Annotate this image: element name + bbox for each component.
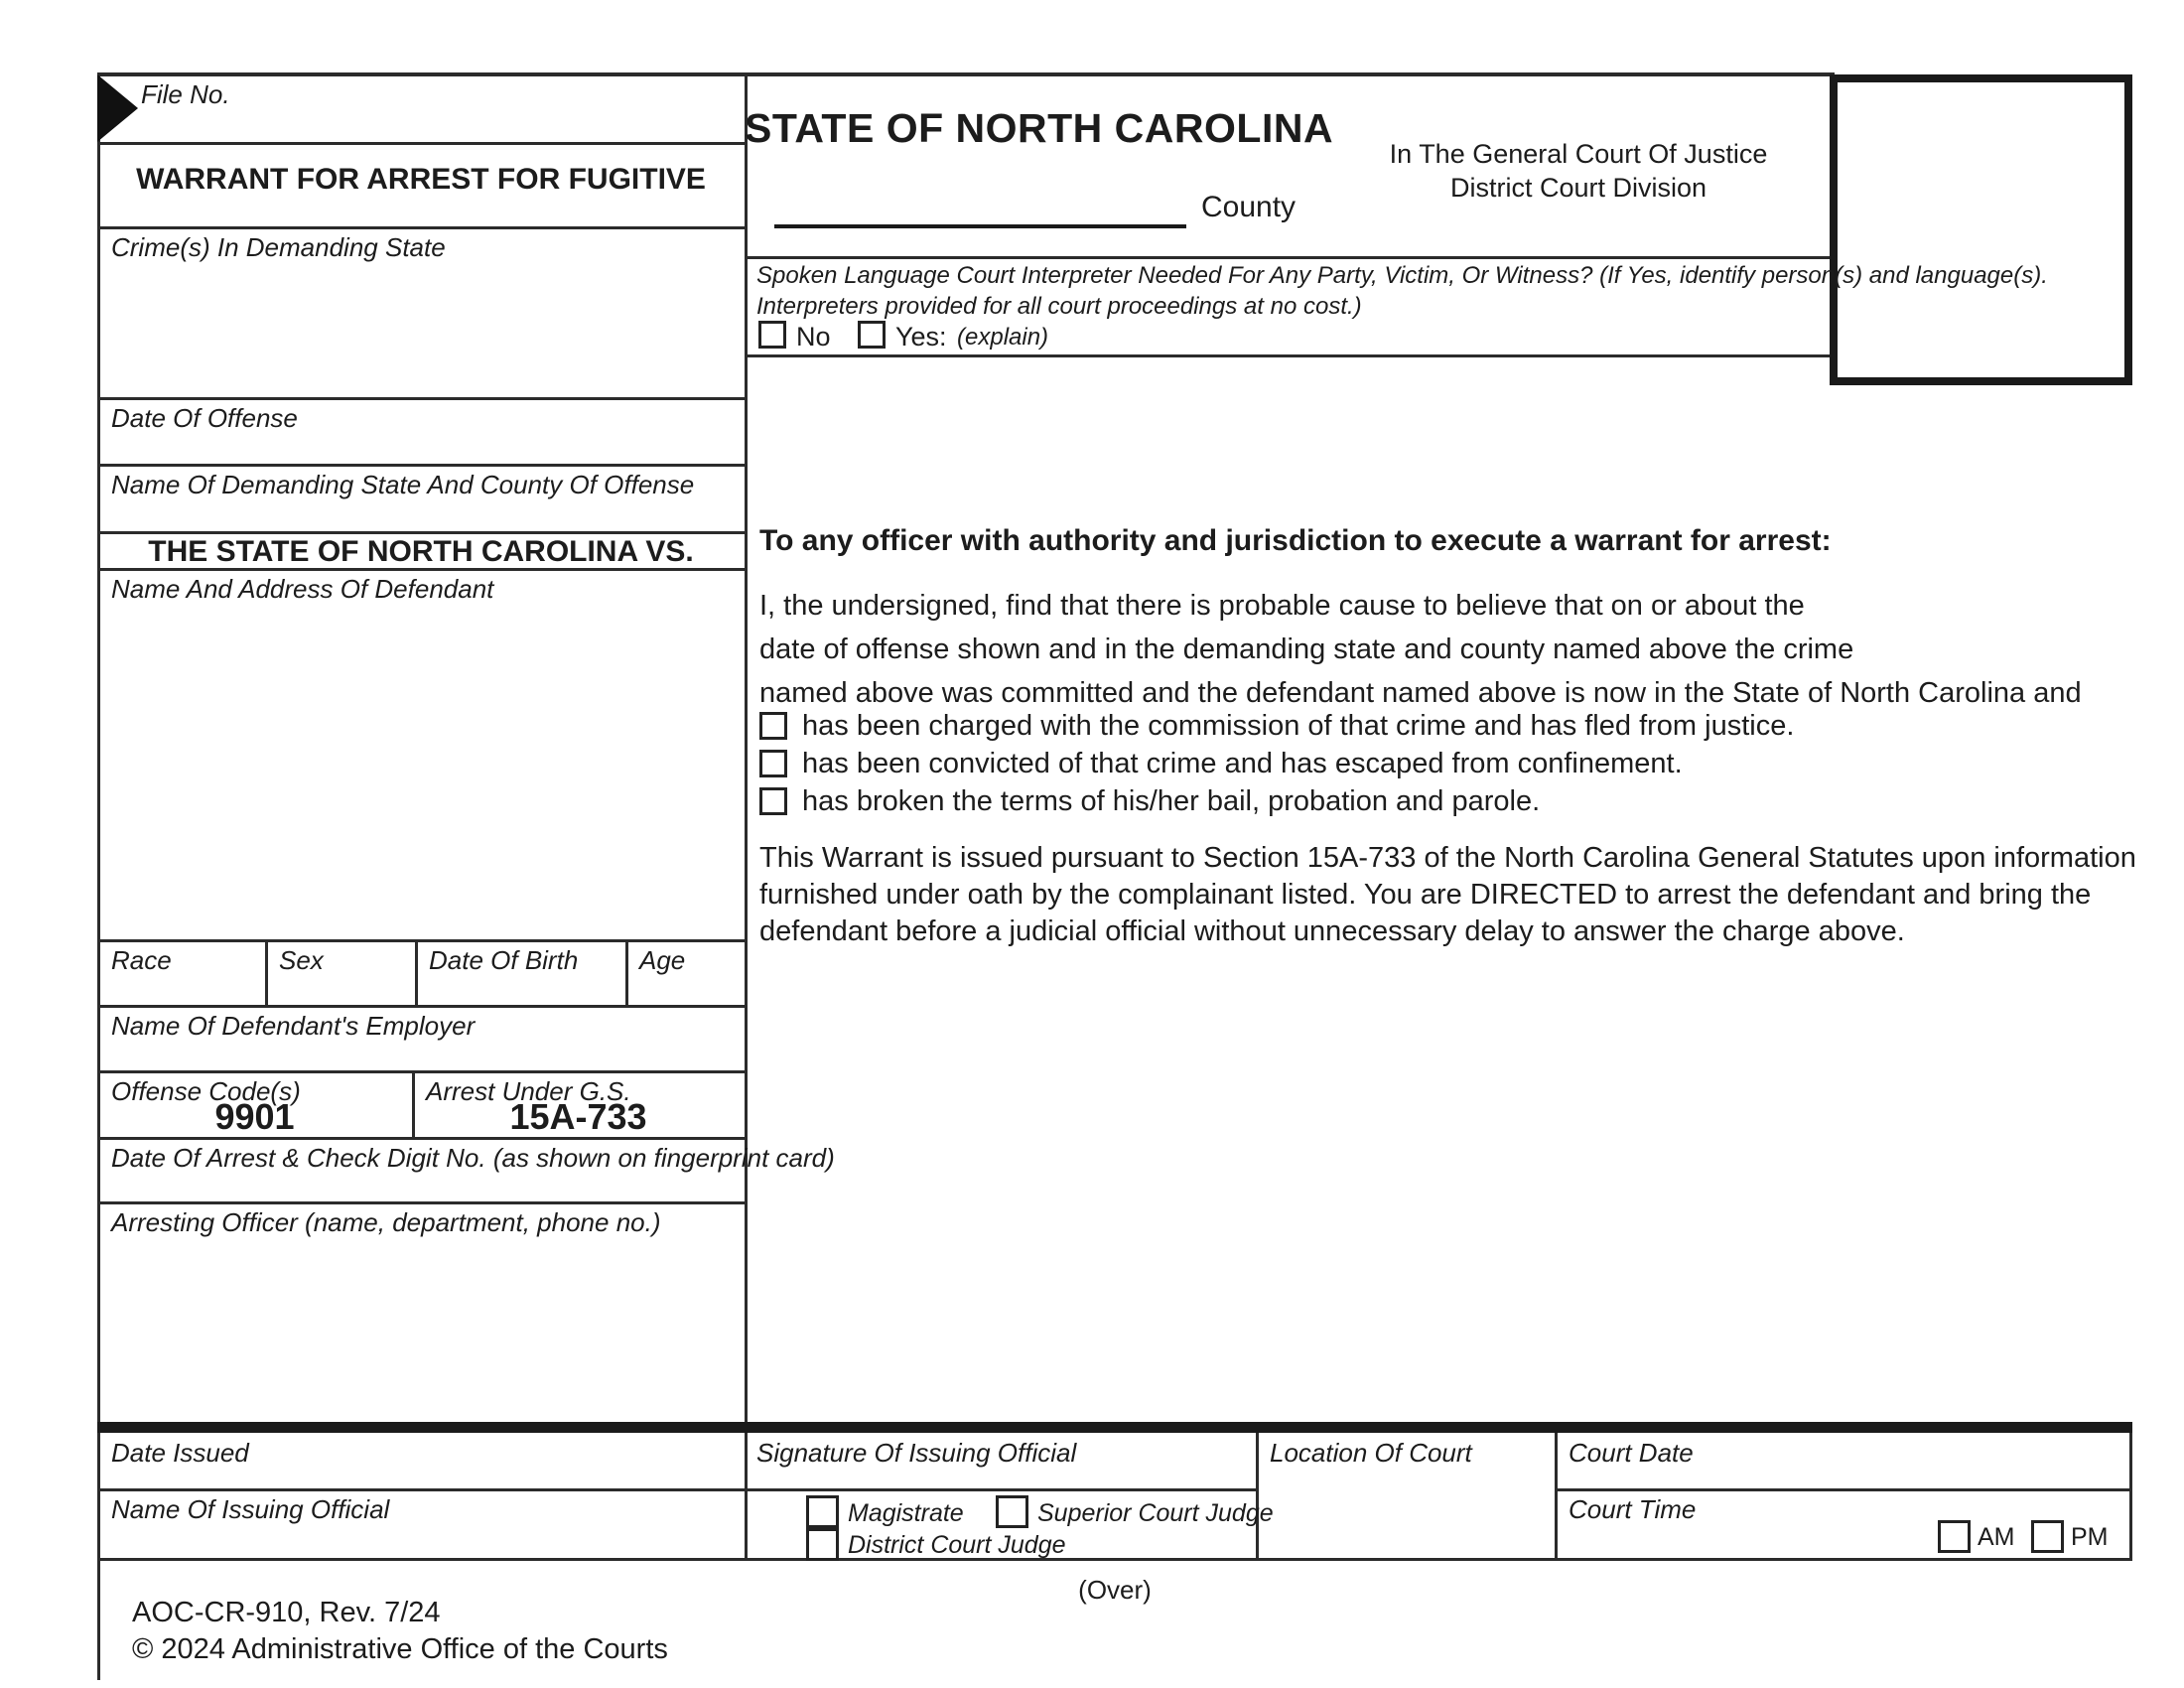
- interpreter-explain-input-area[interactable]: [1023, 318, 1817, 352]
- district-court-judge-label: District Court Judge: [848, 1531, 1066, 1559]
- para1-line1: I, the undersigned, find that there is probable cause to believe that on or about the: [759, 590, 1805, 622]
- sex-input-area[interactable]: [267, 977, 413, 1003]
- date-of-arrest-label: Date Of Arrest & Check Digit No. (as shown on fingerprint card): [111, 1143, 835, 1173]
- rule-under-arrest-date: [97, 1201, 745, 1204]
- magistrate-label: Magistrate: [848, 1499, 964, 1527]
- rule-under-crimes: [97, 397, 745, 400]
- location-courtdate-divider: [1555, 1433, 1558, 1558]
- district-court-judge-checkbox[interactable]: [806, 1528, 839, 1561]
- warrant-directive-paragraph: [759, 840, 2136, 950]
- pm-label: PM: [2071, 1523, 2109, 1551]
- signature-input-area[interactable]: [750, 1466, 1251, 1487]
- location-of-court-input-area[interactable]: [1259, 1468, 1552, 1555]
- interpreter-no-label: No: [796, 322, 831, 352]
- crimes-label: Crime(s) In Demanding State: [111, 232, 446, 262]
- convicted-escaped-label: has been convicted of that crime and has escaped from confinement.: [802, 748, 1683, 779]
- rule-above-interpreter: [745, 256, 1830, 259]
- demanding-state-label: Name Of Demanding State And County Of Offense: [111, 470, 695, 499]
- arrest-gs-label: Arrest Under G.S.: [426, 1076, 631, 1106]
- am-checkbox[interactable]: [1938, 1520, 1971, 1553]
- interpreter-question-line1: Spoken Language Court Interpreter Needed For Any Party, Victim, Or Witness? (If Yes, identify person(s) and language(s).: [756, 262, 2048, 289]
- file-no-input-area[interactable]: [298, 77, 735, 137]
- officer-directive-heading: To any officer with authority and jurisdiction to execute a warrant for arrest:: [759, 524, 1832, 557]
- para2-line1: This Warrant is issued pursuant to Section 15A-733 of the North Carolina General Statutes upon information: [759, 842, 2136, 874]
- para1-line3: named above was committed and the defendant named above is now in the State of North Carolina and: [759, 677, 2082, 709]
- para2-line3: defendant before a judicial official without unnecessary delay to answer the charge above.: [759, 915, 1905, 947]
- pm-checkbox[interactable]: [2031, 1520, 2064, 1553]
- bottom-row-divider-left: [97, 1488, 1256, 1491]
- date-of-arrest-input-area[interactable]: [99, 1174, 743, 1199]
- age-input-area[interactable]: [627, 977, 743, 1003]
- rule-under-defendant: [97, 939, 745, 942]
- employer-label: Name Of Defendant's Employer: [111, 1011, 476, 1041]
- interpreter-question-line2: Interpreters provided for all court proceedings at no cost.): [756, 293, 1362, 320]
- rule-under-fileno: [97, 142, 745, 145]
- broken-bail-label: has broken the terms of his/her bail, probation and parole.: [802, 785, 1541, 817]
- convicted-escaped-checkbox[interactable]: [759, 750, 787, 777]
- am-label: AM: [1978, 1523, 2015, 1551]
- signature-of-issuing-official-label: Signature Of Issuing Official: [756, 1438, 1077, 1468]
- superior-court-judge-label: Superior Court Judge: [1037, 1499, 1274, 1527]
- dob-input-area[interactable]: [417, 977, 623, 1003]
- arresting-officer-label: Arresting Officer (name, department, phone no.): [111, 1207, 661, 1237]
- copyright-line: © 2024 Administrative Office of the Courts: [132, 1633, 668, 1665]
- form-top-border: [97, 72, 1835, 76]
- form-number: AOC-CR-910, Rev. 7/24: [132, 1597, 441, 1628]
- court-division-line2: District Court Division: [1449, 173, 1707, 203]
- offense-code-value: 9901: [214, 1096, 295, 1137]
- interpreter-yes-checkbox[interactable]: [858, 321, 886, 349]
- county-input-line[interactable]: [774, 192, 1186, 228]
- magistrate-checkbox[interactable]: [806, 1495, 839, 1528]
- probable-cause-paragraph: [759, 584, 2082, 715]
- sex-label: Sex: [279, 945, 324, 975]
- charged-fled-label: has been charged with the commission of that crime and has fled from justice.: [802, 710, 1795, 742]
- court-time-label: Court Time: [1569, 1494, 1697, 1524]
- rule-under-employer: [97, 1070, 745, 1073]
- date-issued-label: Date Issued: [111, 1438, 249, 1468]
- warrant-title: WARRANT FOR ARREST FOR FUGITIVE: [136, 163, 706, 196]
- race-label: Race: [111, 945, 172, 975]
- bottom-row-divider-right: [1555, 1488, 2132, 1491]
- file-no-label: File No.: [141, 79, 230, 109]
- name-of-issuing-official-label: Name Of Issuing Official: [111, 1494, 390, 1524]
- bottom-section-top-bar: [97, 1422, 2132, 1433]
- age-label: Age: [639, 945, 686, 975]
- name-of-issuing-official-input-area[interactable]: [99, 1523, 743, 1555]
- para2-line2: furnished under oath by the complainant listed. You are DIRECTED to arrest the defendant and bring the: [759, 879, 2092, 911]
- court-date-input-area[interactable]: [1559, 1466, 2126, 1487]
- charged-fled-checkbox[interactable]: [759, 712, 787, 740]
- court-division-line1: In The General Court Of Justice: [1389, 139, 1768, 169]
- defendant-input-area[interactable]: [99, 608, 743, 937]
- state-title: STATE OF NORTH CAROLINA: [745, 105, 1334, 151]
- para1-line2: date of offense shown and in the demanding state and county named above the crime: [759, 633, 1854, 665]
- rule-under-offense-date: [97, 464, 745, 467]
- interpreter-yes-label: Yes:: [895, 322, 947, 352]
- date-issued-input-area[interactable]: [99, 1466, 743, 1487]
- rule-under-race-row: [97, 1005, 745, 1008]
- superior-court-judge-checkbox[interactable]: [996, 1495, 1028, 1528]
- broken-bail-checkbox[interactable]: [759, 787, 787, 815]
- interpreter-no-checkbox[interactable]: [758, 321, 786, 349]
- bottom-section-right-border: [2129, 1433, 2132, 1558]
- interpreter-explain-label: (explain): [957, 324, 1049, 351]
- offense-code-label: Offense Code(s): [111, 1076, 301, 1106]
- main-column-divider: [745, 72, 748, 1561]
- dob-label: Date Of Birth: [429, 945, 579, 975]
- rule-under-demanding-state: [97, 531, 745, 534]
- vs-header: THE STATE OF NORTH CAROLINA VS.: [148, 535, 694, 568]
- rule-under-title: [97, 226, 745, 229]
- race-input-area[interactable]: [99, 977, 263, 1003]
- court-date-label: Court Date: [1569, 1438, 1694, 1468]
- defendant-label: Name And Address Of Defendant: [111, 574, 494, 604]
- over-label: (Over): [1078, 1575, 1152, 1605]
- county-label: County: [1201, 191, 1297, 223]
- seal-stamp-box: [1830, 74, 2132, 385]
- employer-input-area[interactable]: [99, 1043, 743, 1068]
- corner-arrow-marker-icon: [97, 74, 138, 142]
- rule-below-interpreter: [745, 354, 1830, 357]
- crimes-input-area[interactable]: [99, 266, 743, 395]
- date-of-offense-label: Date Of Offense: [111, 403, 298, 433]
- bottom-section-bottom-border: [97, 1558, 2132, 1561]
- arrest-gs-value: 15A-733: [509, 1096, 647, 1137]
- demanding-state-input-area[interactable]: [99, 500, 743, 529]
- arresting-officer-input-area[interactable]: [99, 1241, 743, 1420]
- date-of-offense-input-area[interactable]: [99, 433, 743, 462]
- location-of-court-label: Location Of Court: [1270, 1438, 1472, 1468]
